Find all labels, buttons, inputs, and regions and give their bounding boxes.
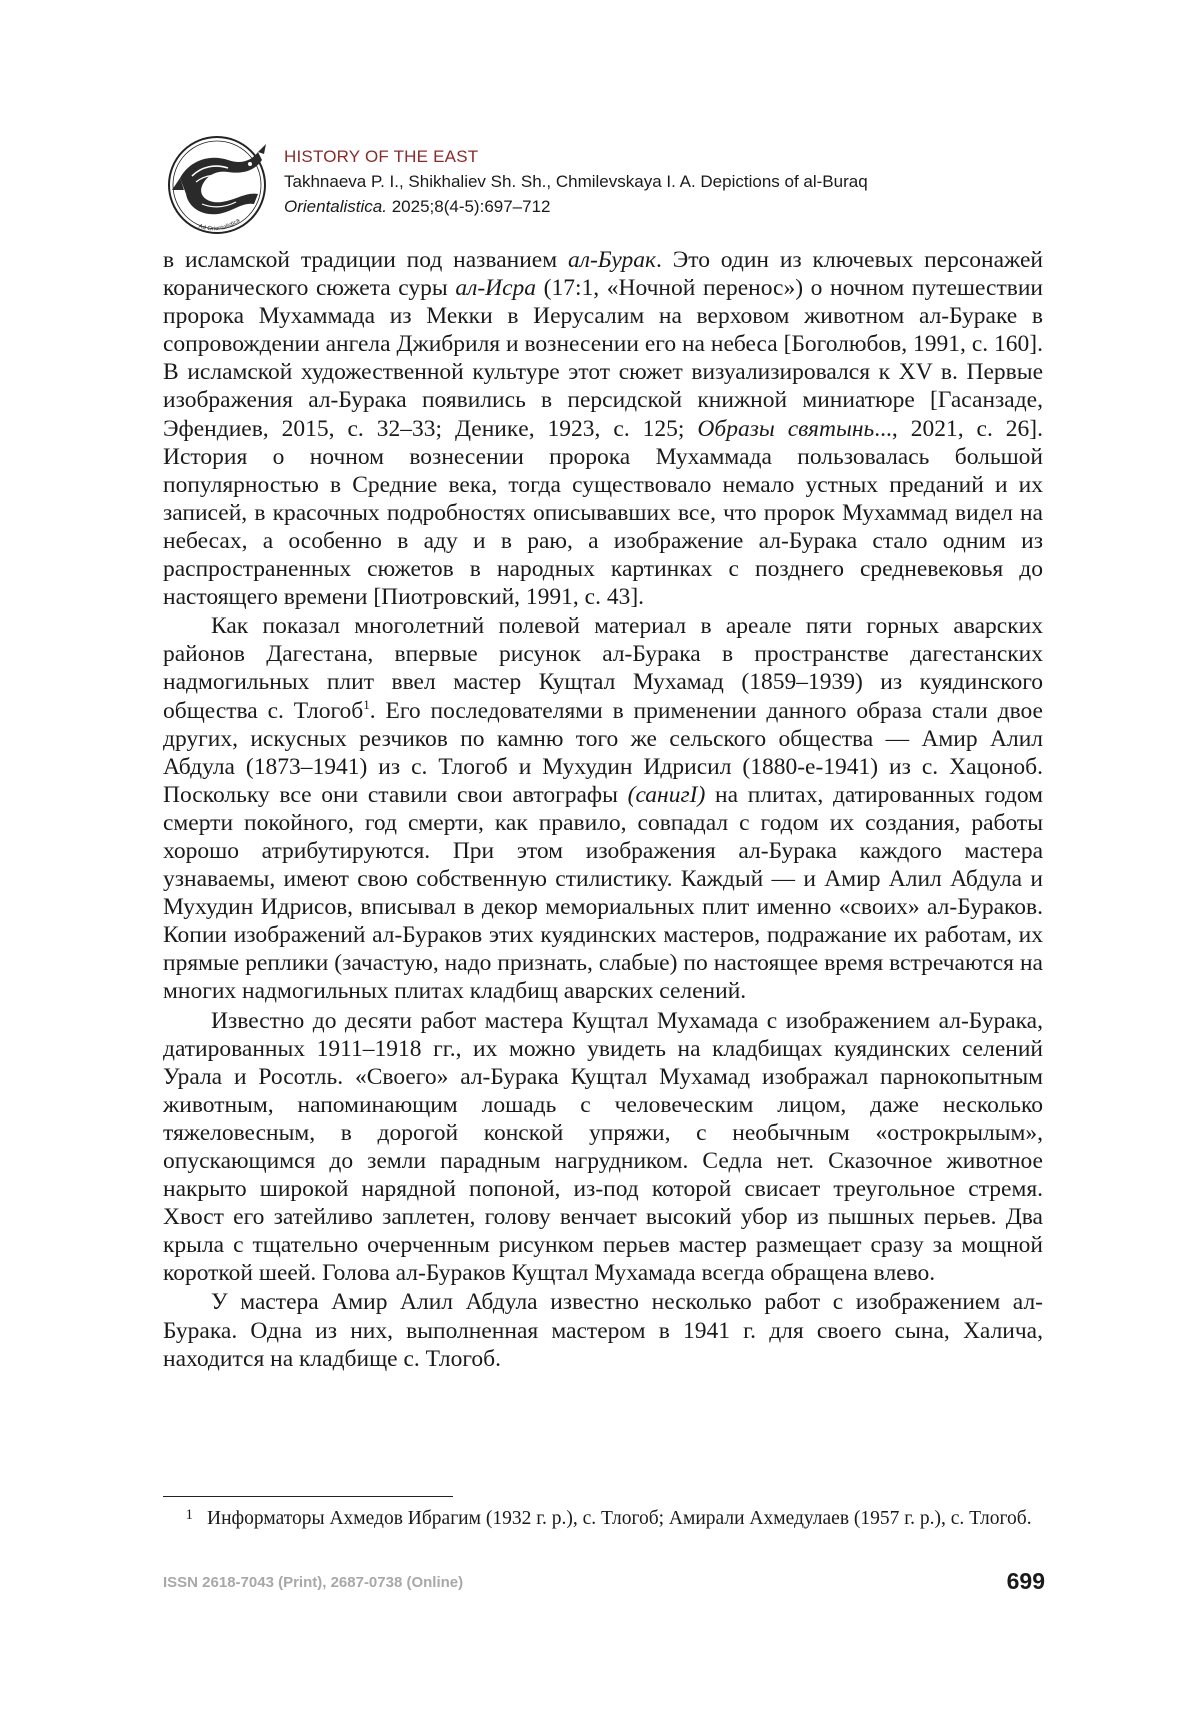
footer-issn: ISSN 2618-7043 (Print), 2687-0738 (Online): [163, 1574, 464, 1591]
paragraph-1: в исламской традиции под названием ал-Бурак. Это один из ключевых персонажей коранического сюжета суры ал-Исра (17:1, «Ночной перенос») о ночном путешествии пророка Мухаммада из Мекки в Иерусалим на верховом животном ал-Бураке в сопровождении ангела Джибриля и вознесении его на небеса [Боголюбов, 1991, с. 160]. В исламской художественной культуре этот сюжет визуализировался к XV в. Первые изображения ал-Бурака появились в персидской книжной миниатюре [Гасанзаде, Эфендиев, 2015, с. 32–33; Деникe, 1923, с. 125; Образы святынь..., 2021, с. 26]. История о ночном вознесении пророка Мухаммада пользовалась большой популярностью в Средние века, тогда существовало немало устных преданий и их записей, в красочных подробностях описывавших все, что пророк Мухаммад видел на небесах, а особенно в аду и в раю, а изображение ал-Бурака стало одним из распространенных сюжетов в народных картинках с позднего средневековья до настоящего времени [Пиотровский, 1991, с. 43].: [163, 247, 1043, 611]
cited-title: Образы святынь: [697, 415, 875, 442]
term-sanig: (санигI): [627, 781, 706, 808]
journal-name: Orientalistica.: [284, 197, 387, 216]
article-citation: Takhnaeva P. I., Shikhaliev Sh. Sh., Chmilevskaya I. A. Depictions of al-Buraq: [284, 172, 868, 191]
paragraph-3: Известно до десяти работ мастера Кущтал Мухамада с изображением ал-Бурака, датированных 1911–1918 гг., их можно увидеть на кладбищах куядинских селений Урала и Росотль. «Своего» ал-Бурака Кущтал Мухамад изображал парнокопытным животным, напоминающим лошадь с человеческим лицом, даже несколько тяжеловесным, в дорогой конской упряжи, с необычным «острокрылым», опускающимся до земли парадным нагрудником. Седла нет. Сказочное животное накрыто широкой нарядной попоной, из-под которой свисает треугольное стремя. Хвост его затейливо заплетен, голову венчает высокий убор из пышных перьев. Два крыла с тщательно очерченным рисунком перьев мастер размещает сразу за мощной короткой шеей. Голова ал-Бураков Кущтал Мухамада всегда обращена влево.: [163, 1007, 1043, 1287]
journal-reference: [284, 194, 868, 219]
article-body: [163, 246, 1043, 1373]
section-title: HISTORY OF THE EAST: [284, 147, 479, 166]
logo-text: Ad Orientalistica: [197, 217, 242, 233]
running-header: [284, 144, 868, 219]
footnote-divider: [163, 1496, 453, 1497]
journal-issue: 2025;8(4-5):697–712: [386, 197, 551, 216]
journal-logo-icon: [162, 130, 272, 240]
footnote: [163, 1505, 1043, 1532]
page-number: 699: [1006, 1568, 1045, 1594]
paragraph-2: Как показал многолетний полевой материал в ареале пяти горных аварских районов Дагестана, впервые рисунок ал-Бурака в пространстве дагестанских надмогильных плит ввел мастер Кущтал Мухамад (1859–1939) из куядинского общества с. Тлогоб$^1$. Его последователями в применении данного образа стали двое других, искусных резчиков по камню того же сельского общества — Амир Алил Абдула (1873–1941) из с. Тлогоб и Мухудин Идрисил (1880-е-1941) из с. Хацоноб. Поскольку все они ставили свои автографы (санигI) на плитах, датированных годом смерти покойного, год смерти, как правило, совпадал с годом их создания, работы хорошо атрибутируются. При этом изображения ал-Бурака каждого мастера узнаваемы, имеют свою собственную стилистику. Каждый — и Амир Алил Абдула и Мухудин Идрисов, вписывал в декор мемориальных плит именно «своих» ал-Бураков. Копии изображений ал-Бураков этих куядинских мастеров, подражание их работам, их прямые реплики (зачастую, надо признать, слабые) по настоящее время встречаются на многих надмогильных плитах кладбищ аварских селений.: [163, 613, 1043, 1005]
footnote-number: 1: [185, 1507, 193, 1523]
footnote-reference[interactable]: 1: [363, 696, 370, 712]
footnote-text: Информаторы Ахмедов Ибрагим (1932 г. р.), с. Тлогоб; Амирали Ахмедулаев (1957 г. р.), с. Тлогоб.: [207, 1508, 1032, 1529]
paragraph-4: У мастера Амир Алил Абдула известно несколько работ с изображением ал-Бурака. Одна из них, выполненная мастером в 1941 г. для своего сына, Халича, находится на кладбище с. Тлогоб.: [163, 1289, 1043, 1372]
term-al-isra: ал-Исра: [455, 275, 537, 302]
term-al-buraq: ал-Бурак: [567, 247, 656, 273]
